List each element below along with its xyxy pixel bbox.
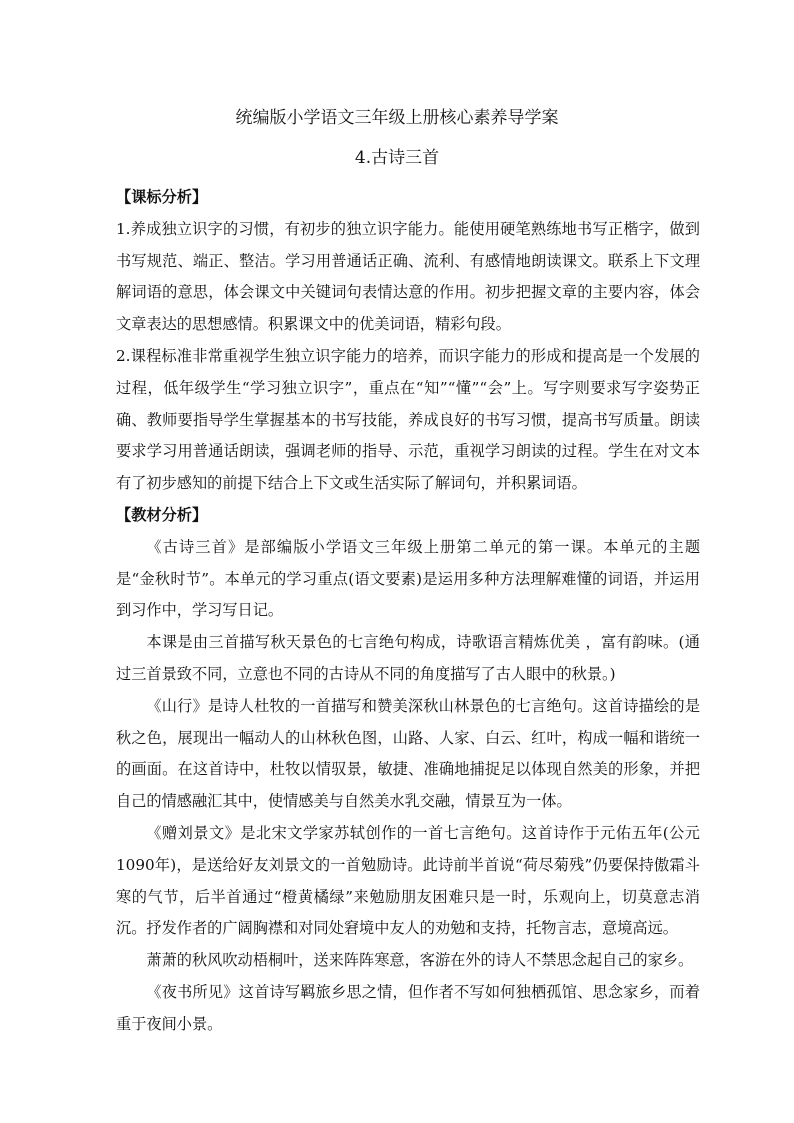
- curriculum-paragraph-2: 2.课程标准非常重视学生独立识字能力的培养，而识字能力的形成和提高是一个发展的过程，低年级学生“学习独立识字”，重点在“知”“懂”“会”上。写字则要求写字姿势正确、教师要指导学生掌握基本的书写技能，养成良好的书写习惯，提高书写质量。朗读要求学习用普通话朗读，强调老师的指导、示范，重视学习朗读的过程。学生在对文本有了初步感知的前提下结合上下文或生活实际了解词句，并积累词语。: [116, 346, 700, 493]
- textbook-paragraph-5: 萧萧的秋风吹动梧桐叶，送来阵阵寒意，客游在外的诗人不禁思念起自己的家乡。: [146, 951, 694, 970]
- textbook-paragraph-4: 《赠刘景文》是北宋文学家苏轼创作的一首七言绝句。这首诗作于元佑五年(公元1090年)，是送给好友刘景文的一首勉励诗。此诗前半首说“荷尽菊残”仍要保持傲霜斗寒的气节，后半首通过“橙黄橘绿”来勉励朋友困难只是一时，乐观向上，切莫意志消沉。抒发作者的广阔胸襟和对同处窘境中友人的劝勉和支持，托物言志，意境高远。: [116, 823, 700, 938]
- textbook-paragraph-2: 本课是由三首描写秋天景色的七言绝句构成，诗歌语言精炼优美 ，富有韵味。(通过三首景致不同，立意也不同的古诗从不同的角度描写了古人眼中的秋景。): [116, 633, 700, 683]
- textbook-paragraph-3: 《山行》是诗人杜牧的一首描写和赞美深秋山林景色的七言绝句。这首诗描绘的是秋之色，展现出一幅动人的山林秋色图，山路、人家、白云、红叶，构成一幅和谐统一的画面。在这首诗中，杜牧以情驭景，敏捷、准确地捕捉足以体现自然美的形象，并把自己的情感融汇其中，使情感美与自然美水乳交融，情景互为一体。: [116, 696, 700, 811]
- section-heading-curriculum: 【课标分析】: [116, 188, 208, 206]
- document-body: [116, 182, 700, 1041]
- textbook-paragraph-1: 《古诗三首》是部编版小学语文三年级上册第二单元的第一课。本单元的主题是“金秋时节”。本单元的学习重点(语文要素)是运用多种方法理解难懂的词语，并运用到习作中，学习写日记。: [116, 537, 700, 620]
- document-title: 统编版小学语文三年级上册核心素养导学案: [235, 108, 559, 128]
- textbook-paragraph-6: 《夜书所见》这首诗写羁旅乡思之情，但作者不写如何独栖孤馆、思念家乡，而着重于夜间小景。: [116, 982, 700, 1033]
- curriculum-paragraph-1: 1.养成独立识字的习惯，有初步的独立识字能力。能使用硬笔熟练地书写正楷字，做到书写规范、端正、整洁。学习用普通话正确、流利、有感情地朗读课文。联系上下文理解词语的意思，体会课文中关键词句表情达意的作用。初步把握文章的主要内容，体会文章表达的思想感情。积累课文中的优美词语，精彩句段。: [116, 219, 700, 334]
- section-heading-textbook: 【教材分析】: [116, 505, 208, 524]
- lesson-title: 4.古诗三首: [354, 148, 440, 168]
